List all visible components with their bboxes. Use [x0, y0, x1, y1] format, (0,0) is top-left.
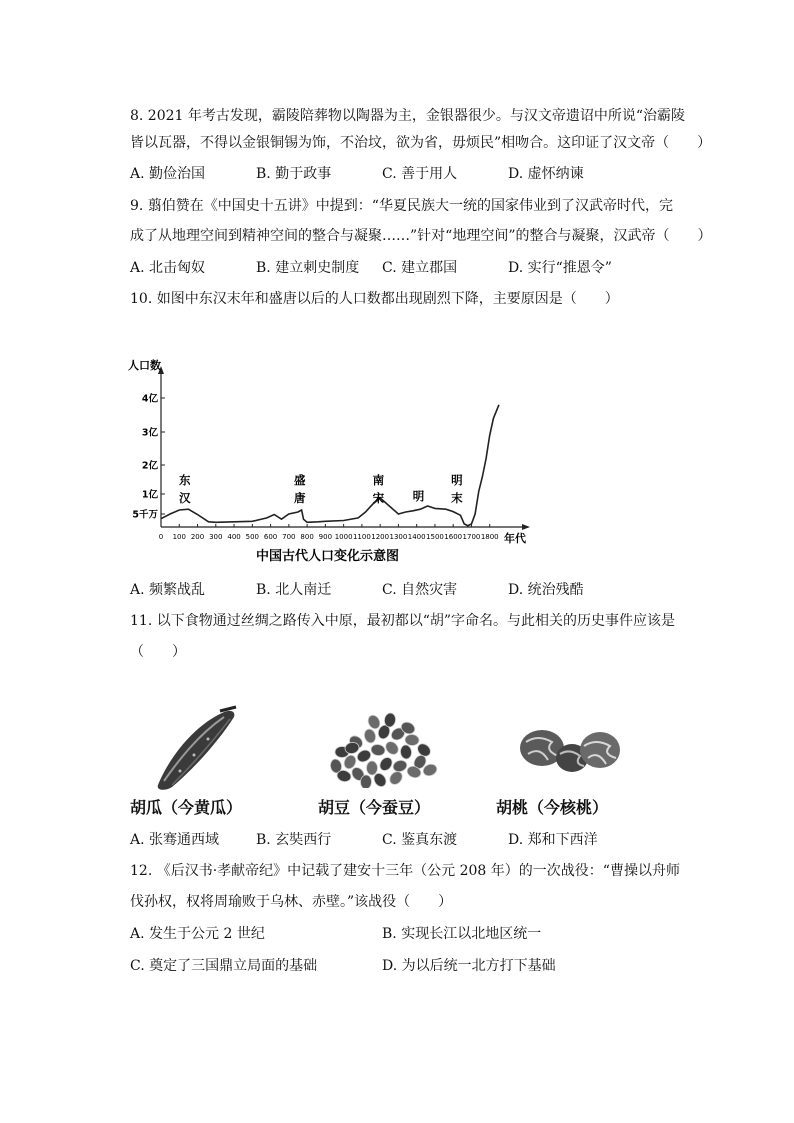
q9-option-d: D. 实行“推恩令”: [508, 260, 612, 276]
bean-shape: [363, 728, 377, 744]
y-tick-label: 1亿: [141, 489, 158, 501]
y-tick-label: 3亿: [141, 427, 158, 439]
q9-option-a: A. 北击匈奴: [130, 260, 206, 276]
broad-beans-image: [322, 712, 442, 788]
x-tick-label: 200: [190, 533, 205, 541]
broad-bean-caption: 胡豆（今蚕豆）: [318, 798, 431, 817]
q10-option-c: C. 自然灾害: [382, 582, 458, 598]
q12-option-c: C. 奠定了三国鼎立局面的基础: [130, 958, 318, 974]
q12-stem-line1: 12. 《后汉书·孝献帝纪》中记载了建安十三年（公元 208 年）的一次战役：“曹操以舟师: [130, 863, 680, 879]
y-tick-label: 2亿: [141, 460, 158, 472]
x-tick-label: 900: [318, 533, 333, 541]
x-tick-label: 600: [263, 533, 278, 541]
q8-option-a: A. 勤俭治国: [130, 166, 206, 182]
cucumber-image: [150, 705, 250, 791]
q8-stem-line1: 8. 2021 年考古发现，霸陵陪葬物以陶器为主，金银器很少。与汉文帝遗诏中所说“治霸陵: [130, 108, 686, 124]
q9-stem-line2: 成了从地理空间到精神空间的整合与凝聚……”针对“地理空间”的整合与凝聚，汉武帝（ ）: [130, 228, 712, 244]
q8-option-c: C. 善于用人: [382, 166, 458, 182]
chart-annotation: 明: [412, 489, 425, 503]
population-chart: [128, 352, 538, 570]
x-tick-label: 700: [282, 533, 296, 541]
x-tick-label: 800: [300, 533, 314, 541]
bean-shape: [377, 755, 394, 773]
q8-option-d: D. 虚怀纳谏: [508, 166, 584, 182]
q12-option-b: B. 实现长江以北地区统一: [382, 926, 542, 942]
x-tick-label: 1800: [480, 533, 499, 541]
q12-stem-line2: 伐孙权，权将周瑜败于乌林、赤壁。”该战役（ ）: [130, 894, 453, 910]
chart-title: 中国古代人口变化示意图: [256, 549, 400, 564]
x-tick-label: 500: [245, 533, 260, 541]
x-tick-label: 1600: [444, 533, 463, 541]
q11-option-d: D. 郑和下西洋: [508, 832, 598, 848]
x-tick-label: 1500: [426, 533, 444, 541]
x-tick-label: 1200: [371, 533, 390, 541]
bean-shape: [366, 761, 377, 775]
bean-shape: [400, 744, 412, 759]
walnuts-image: [518, 720, 622, 780]
x-axis-arrow: [522, 524, 530, 530]
x-tick-label: 100: [172, 533, 186, 541]
q9-option-c: C. 建立郡国: [382, 260, 458, 276]
y-tick-label: 5千万: [132, 509, 158, 521]
q11-option-a: A. 张骞通西域: [130, 832, 220, 848]
q10-stem: 10. 如图中东汉末年和盛唐以后的人口数都出现剧烈下降，主要原因是（ ）: [130, 291, 619, 307]
q9-stem-line1: 9. 翦伯赞在《中国史十五讲》中提到：“华夏民族大一统的国家伟业到了汉武帝时代，完: [130, 198, 673, 214]
y-tick-label: 4亿: [141, 393, 158, 405]
y-axis-label: 人口数: [128, 359, 161, 372]
x-tick-label: 1000: [334, 533, 353, 541]
x-tick-label: 0: [158, 533, 164, 541]
bean-shape: [383, 739, 401, 757]
x-axis-label: 年代: [504, 532, 526, 545]
x-tick-label: 300: [209, 533, 223, 541]
q11-stem-line1: 11. 以下食物通过丝绸之路传入中原，最初都以“胡”字命名。与此相关的历史事件应该是: [130, 613, 676, 629]
q8-stem-line2: 皆以瓦器，不得以金银铜锡为饰，不治坟，欲为省，毋烦民”相吻合。这印证了汉文帝（ ）: [130, 135, 712, 151]
q9-option-b: B. 建立刺史制度: [256, 260, 360, 276]
x-tick-label: 1700: [462, 533, 481, 541]
q10-option-a: A. 频繁战乱: [130, 582, 206, 598]
x-tick-label: 1100: [352, 533, 371, 541]
bean-shape: [370, 743, 386, 756]
q10-option-d: D. 统治残酷: [508, 582, 584, 598]
q12-option-d: D. 为以后统一北方打下基础: [382, 958, 556, 974]
q11-option-b: B. 玄奘西行: [256, 832, 332, 848]
q11-option-c: C. 鉴真东渡: [382, 832, 458, 848]
q10-option-b: B. 北人南迁: [256, 582, 332, 598]
q11-stem-line2: （ ）: [130, 644, 186, 660]
q12-option-a: A. 发生于公元 2 世纪: [130, 926, 265, 942]
bean-shape: [392, 759, 409, 774]
cucumber-caption: 胡瓜（今黄瓜）: [130, 798, 243, 817]
x-tick-label: 1300: [389, 533, 408, 541]
chart-annotation: 南宋: [372, 473, 385, 505]
bean-shape: [405, 734, 420, 746]
bean-shape: [387, 769, 404, 787]
q8-option-b: B. 勤于政事: [256, 166, 332, 182]
walnut-caption: 胡桃（今核桃）: [496, 798, 609, 817]
population-series-line: [161, 405, 499, 526]
chart-annotation: 东汉: [178, 473, 191, 505]
x-tick-label: 1400: [407, 533, 426, 541]
chart-annotation: 盛唐: [294, 473, 306, 505]
x-tick-label: 400: [227, 533, 241, 541]
chart-annotation: 明末: [451, 473, 463, 505]
